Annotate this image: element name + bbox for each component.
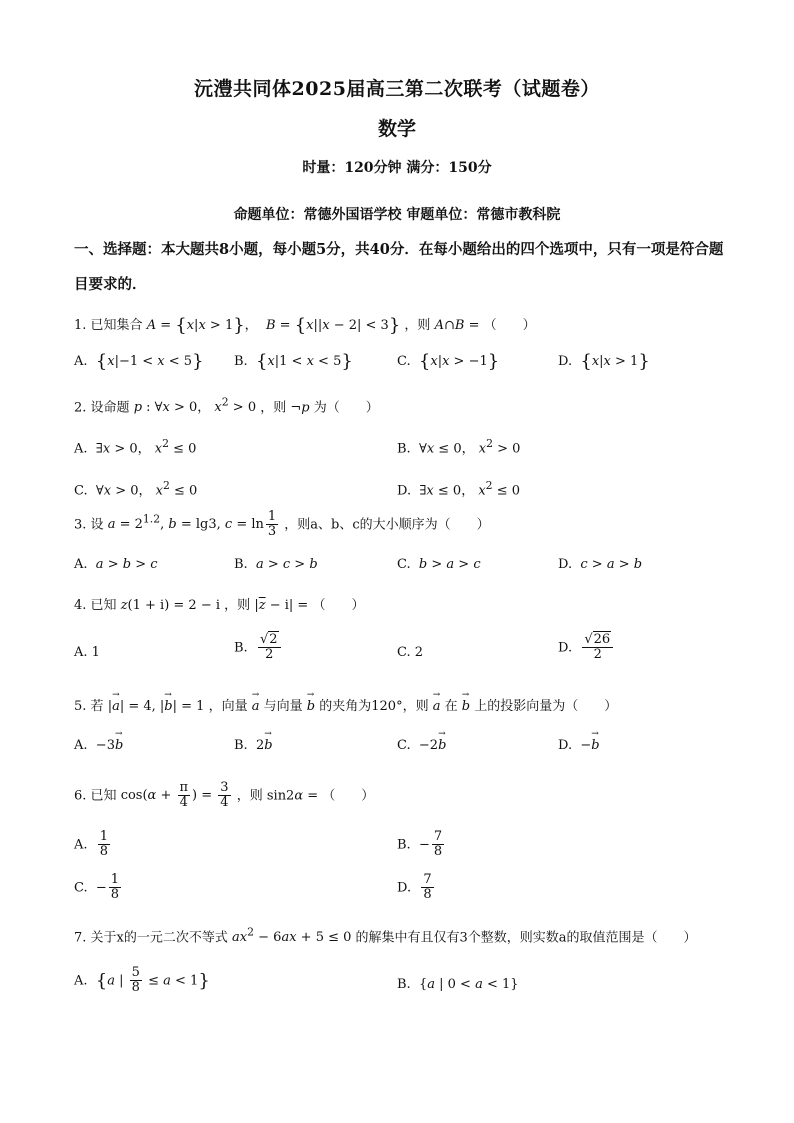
q6-option-d: D. $\frac{7}{8}$	[397, 872, 432, 903]
q1-option-c: C. {x|x > −1}	[397, 351, 500, 372]
q3-option-d: D. c > a > b	[558, 557, 643, 572]
q4-option-b: B. $\frac{√2}{2}$	[234, 633, 283, 663]
question-6: 6. 已知 cos(α + $\frac{\pi}{4}$ ) = $\frac{3}{4}$ ，则 sin2α = （ ）	[74, 780, 375, 811]
question-2: 2. 设命题 p : ∀x > 0， $x^2 > 0$ ，则 ¬p 为（ ）	[74, 396, 379, 416]
q7-option-a: A. {a | $\frac{5}{8}$ ≤ a < 1}	[74, 965, 210, 996]
q1-option-b: B. {x|1 < x < 5}	[234, 351, 353, 372]
exam-title: 沅澧共同体2025届高三第二次联考（试题卷）	[194, 78, 600, 100]
q1-suffix: ，则	[404, 318, 431, 333]
q5-option-c: C. −2→ b	[397, 738, 446, 753]
q1-math: A = {x|x > 1}， B = {x||x − 2| < 3}	[146, 315, 401, 336]
q3-option-c: C. b > a > c	[397, 557, 481, 572]
question-1	[74, 314, 536, 336]
q2-math: p : ∀x > 0， $x^2 > 0$	[133, 396, 257, 416]
question-5: 5. 若 |→ a| = 4, |→ b| = 1 ，向量 → a 与向量 → b 的夹角为120°，则 → a 在 → b 上的投影向量为（ ）	[74, 695, 617, 714]
q2-option-c: C. ∀x > 0， $x^2 \le 0$	[74, 479, 198, 499]
q6-math: cos(α + $\frac{\pi}{4}$ ) = $\frac{3}{4}$	[120, 780, 229, 811]
q3-option-b: B. a > c > b	[234, 557, 318, 572]
q4-option-a: A. 1	[74, 645, 100, 660]
question-3: 3. 设 $a = 2^{1.2}$, b = lg3, c = ln $\frac{1}{3}$ ，则a、b、c的大小顺序为（ ）	[74, 509, 490, 540]
q1-math2: A∩B =	[434, 318, 480, 333]
q1-option-d: D. {x|x > 1}	[558, 351, 650, 372]
q2-option-b: B. ∀x ≤ 0， $x^2 > 0$	[397, 437, 521, 457]
section-heading: 一、选择题：本大题共8小题，每小题5分，共40分．在每小题给出的四个选项中，只有一项是符合题目要求的．	[74, 241, 724, 293]
q2-option-d: D. ∃x ≤ 0， $x^2 \le 0$	[397, 479, 520, 499]
q2-option-a: A. ∃x > 0， $x^2 \le 0$	[74, 437, 197, 457]
q4-math: z(1 + i) = 2 − i	[120, 598, 221, 613]
question-4: 4. 已知 z(1 + i) = 2 − i ，则 $|\overline{z} - i|$ = （ ）	[74, 598, 365, 613]
q5-math: |→ a| = 4, |→ b| = 1	[108, 699, 205, 714]
q6-option-c: C. − $\frac{1}{8}$	[74, 872, 120, 903]
exam-subject: 数学	[377, 118, 416, 140]
q7-math: $ax^2 - 6ax + 5 \le 0$	[232, 926, 352, 946]
q5-option-d: D. −→ b	[558, 738, 600, 753]
q5-option-b: B. 2→ b	[234, 738, 273, 753]
q1-answer-blank: （ ）	[483, 318, 536, 333]
q3-math: $a = 2^{1.2}$, b = lg3, c = ln $\frac{1}{3}$	[107, 509, 277, 540]
exam-units: 命题单位：常德外国语学校 审题单位：常德市教科院	[233, 207, 561, 223]
q7-option-b: B. {a | 0 < a < 1}	[397, 977, 519, 992]
exam-meta: 时量：120分钟 满分：150分	[302, 160, 492, 176]
question-7: 7. 关于x的一元二次不等式 $ax^2 - 6ax + 5 \le 0$ 的解集中有且仅有3个整数，则实数a的取值范围是（ ）	[74, 926, 697, 946]
q4-option-c: C. 2	[397, 645, 424, 660]
q6-option-b: B. − $\frac{7}{8}$	[397, 829, 443, 860]
q4-option-d: D. $\frac{√26}{2}$	[558, 633, 615, 663]
q3-option-a: A. a > b > c	[74, 557, 158, 572]
q1-prefix: 1. 已知集合	[74, 318, 143, 333]
q1-option-a: A. {x|−1 < x < 5}	[74, 351, 204, 372]
q6-option-a: A. $\frac{1}{8}$	[74, 829, 109, 860]
q5-option-a: A. −3→ b	[74, 738, 123, 753]
